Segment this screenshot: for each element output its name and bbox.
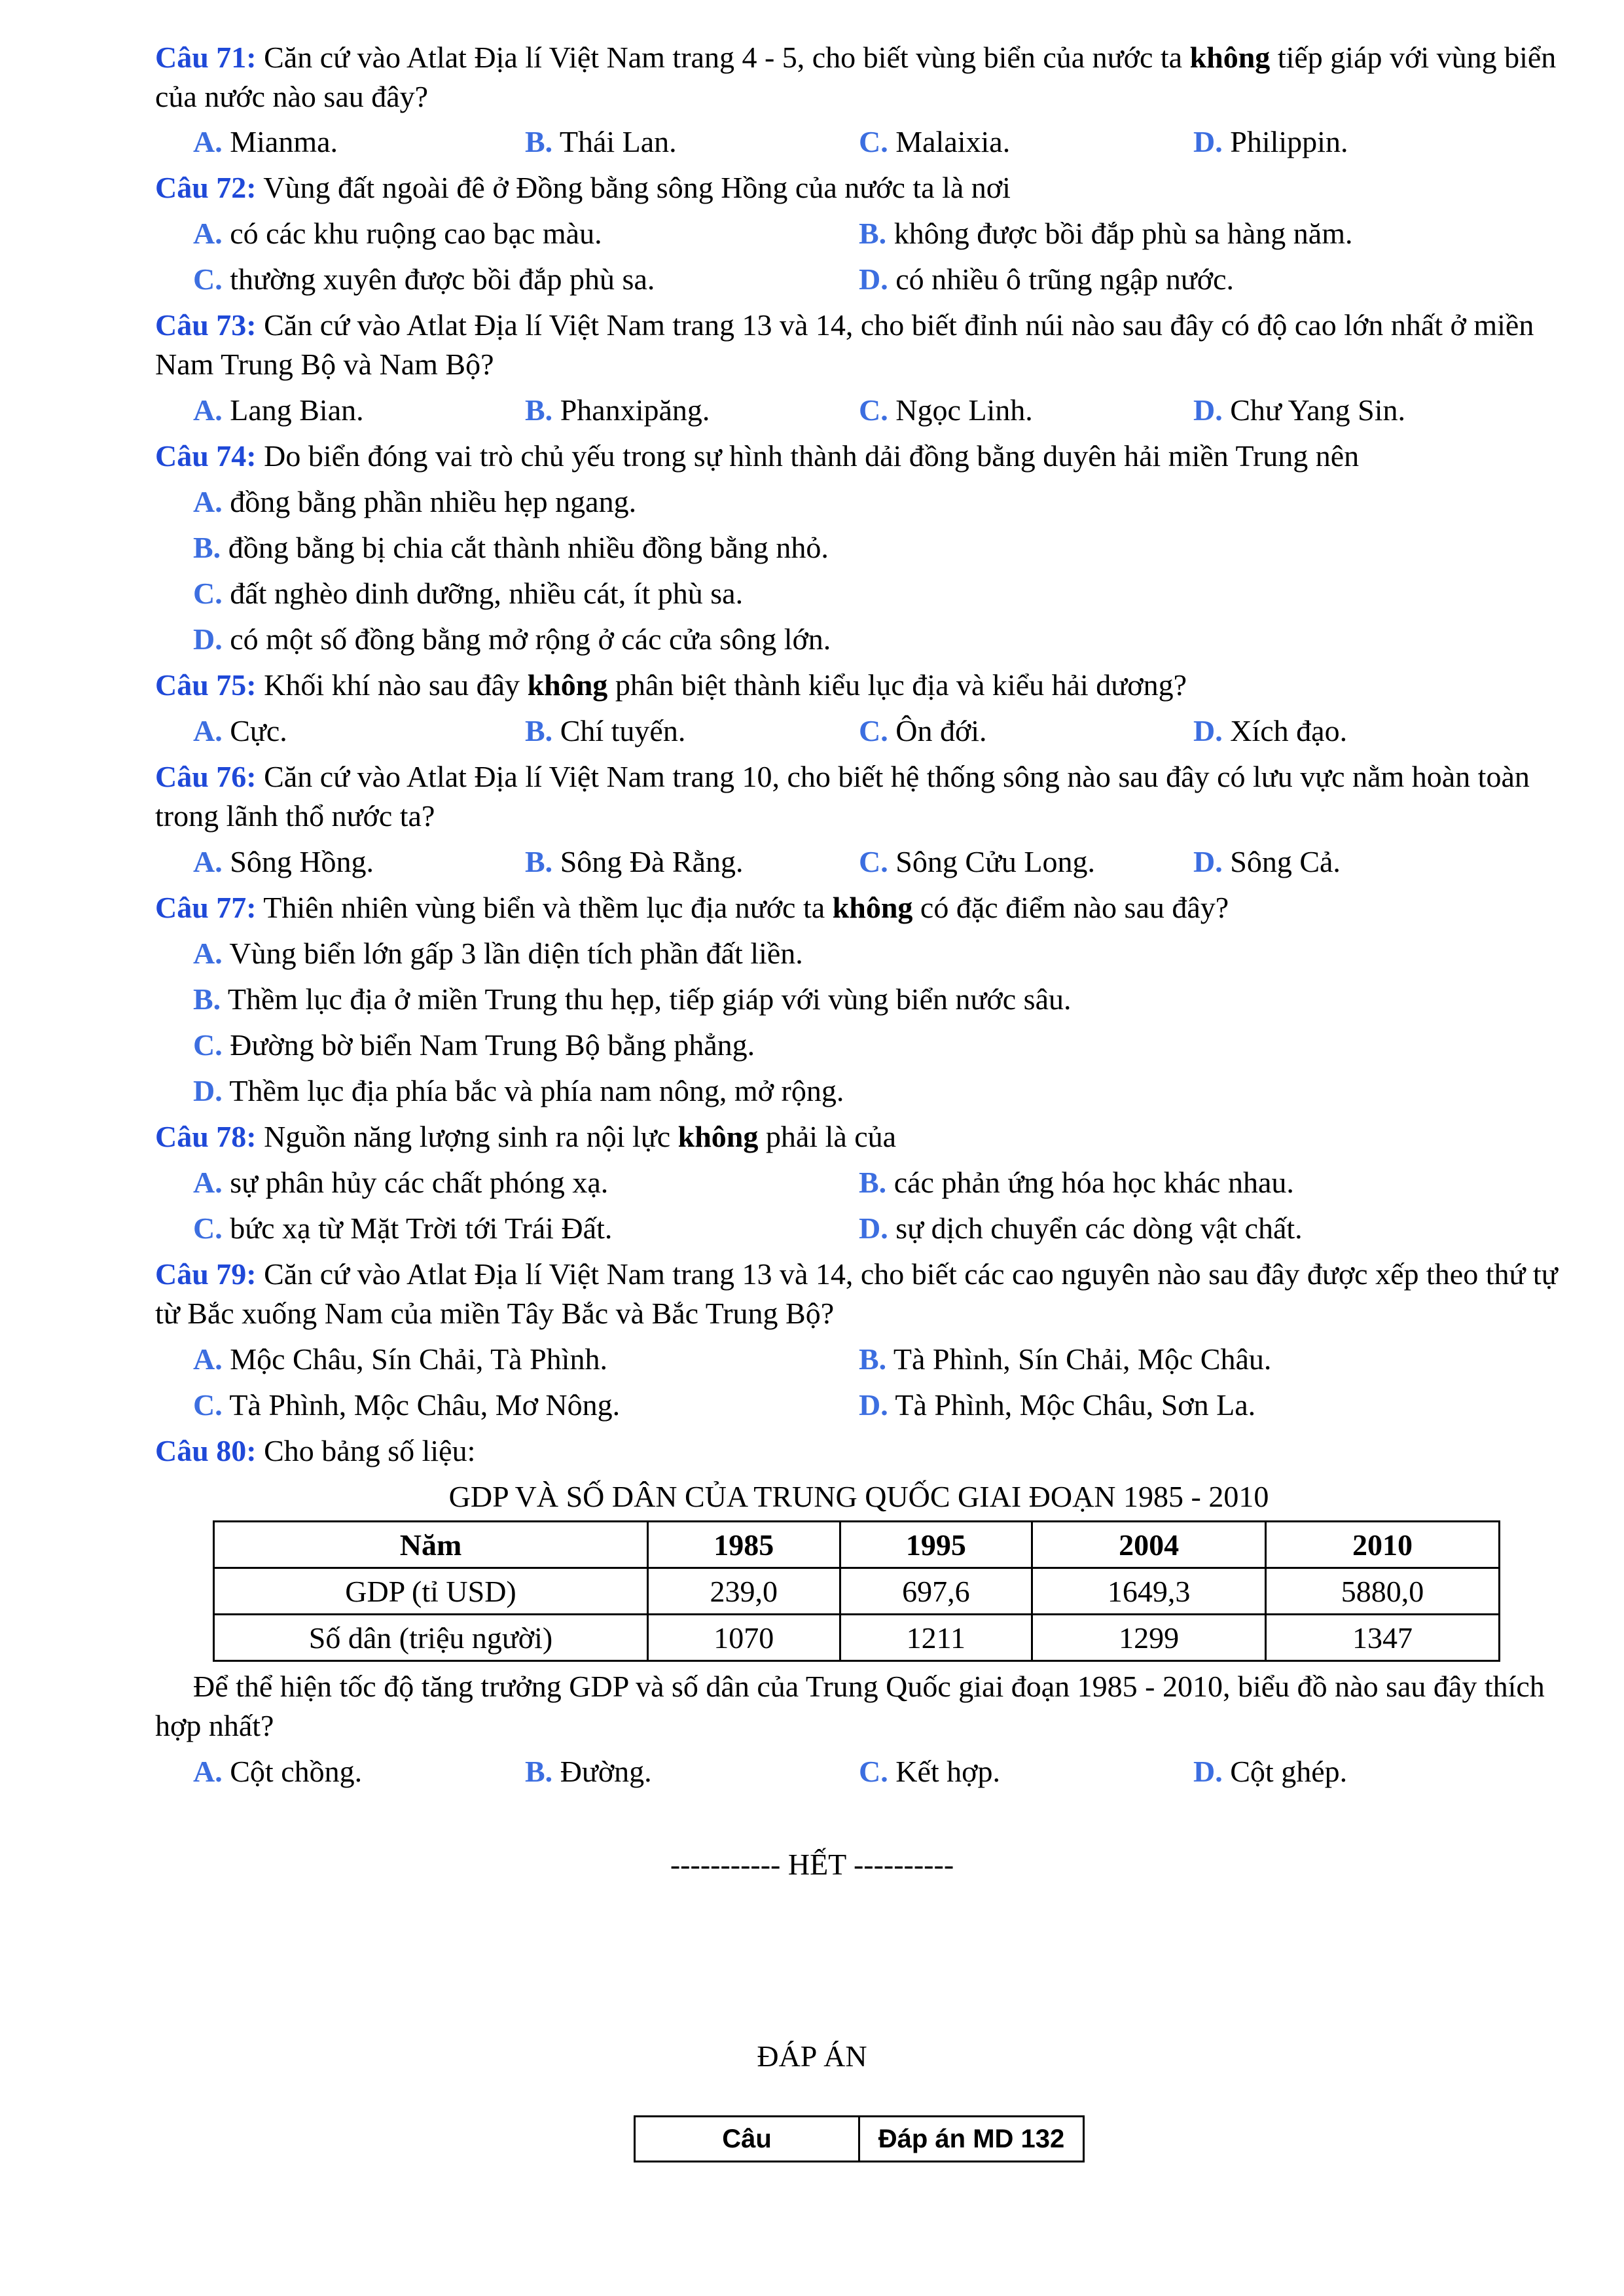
question-label: Câu 71: bbox=[155, 41, 257, 74]
question-text: Vùng đất ngoài đê ở Đồng bằng sông Hồng của nước ta là nơi bbox=[256, 171, 1011, 204]
question-text: Cho bảng số liệu: bbox=[256, 1434, 476, 1467]
answer-header-cell: Câu bbox=[635, 2117, 859, 2162]
option-b: B. không được bồi đắp phù sa hàng năm. bbox=[859, 217, 1353, 250]
data-table bbox=[213, 1520, 1500, 1662]
question-78 bbox=[155, 1117, 1562, 1157]
question-text: tiếp giáp với vùng biển của nước nào sau đây? bbox=[155, 41, 1557, 113]
option-d: D. Chư Yang Sin. bbox=[1193, 393, 1406, 427]
option-a: A. đồng bằng phần nhiều hẹp ngang. bbox=[193, 485, 637, 518]
header-cell: 2010 bbox=[1266, 1522, 1500, 1568]
answer-header-row bbox=[635, 2117, 1084, 2162]
answer-table bbox=[634, 2115, 1085, 2162]
option-d: D. Xích đạo. bbox=[1193, 714, 1348, 747]
option-a: A. Mianma. bbox=[193, 125, 338, 158]
option-d: D. Tà Phình, Mộc Châu, Sơn La. bbox=[859, 1388, 1256, 1422]
question-label: Câu 75: bbox=[155, 668, 257, 702]
option-c: C. Tà Phình, Mộc Châu, Mơ Nông. bbox=[193, 1388, 621, 1422]
option-b: B. đồng bằng bị chia cắt thành nhiều đồng bằng nhỏ. bbox=[193, 531, 829, 564]
table-cell: 1211 bbox=[840, 1615, 1032, 1661]
question-label: Câu 76: bbox=[155, 760, 257, 793]
emphasis-text: không bbox=[527, 668, 608, 702]
option-a: A. Cột chồng. bbox=[193, 1755, 363, 1788]
option-c: C. Đường bờ biển Nam Trung Bộ bằng phẳng. bbox=[193, 1028, 755, 1062]
question-73 bbox=[155, 306, 1562, 384]
emphasis-text: không bbox=[832, 891, 913, 924]
option-c: C. bức xạ từ Mặt Trời tới Trái Đất. bbox=[193, 1211, 613, 1245]
option-b: B. Phanxipăng. bbox=[525, 393, 710, 427]
option-b: B. các phản ứng hóa học khác nhau. bbox=[859, 1166, 1294, 1199]
question-label: Câu 72: bbox=[155, 171, 257, 204]
question-80 bbox=[155, 1431, 1562, 1471]
question-72 bbox=[155, 168, 1562, 207]
option-c: C. Malaixia. bbox=[859, 125, 1011, 158]
question-text: Để thể hiện tốc độ tăng trưởng GDP và số dân của Trung Quốc giai đoạn 1985 - 2010, biểu đồ nào sau đây thích hợp nhất? bbox=[155, 1670, 1545, 1742]
option-d: D. Cột ghép. bbox=[1193, 1755, 1348, 1788]
option-b: B. Thềm lục địa ở miền Trung thu hẹp, tiếp giáp với vùng biển nước sâu. bbox=[193, 982, 1072, 1016]
question-77 bbox=[155, 888, 1562, 927]
question-label: Câu 74: bbox=[155, 439, 257, 473]
header-cell: 1985 bbox=[648, 1522, 840, 1568]
table-cell: GDP (tỉ USD) bbox=[214, 1568, 648, 1615]
option-a: A. có các khu ruộng cao bạc màu. bbox=[193, 217, 602, 250]
question-71 bbox=[155, 38, 1562, 117]
question-label: Câu 79: bbox=[155, 1257, 257, 1291]
option-a: A. sự phân hủy các chất phóng xạ. bbox=[193, 1166, 609, 1199]
option-a: A. Cực. bbox=[193, 714, 287, 747]
question-text: Căn cứ vào Atlat Địa lí Việt Nam trang 10, cho biết hệ thống sông nào sau đây có lưu vực nằm hoàn toàn trong lãnh thổ nước ta? bbox=[155, 760, 1530, 833]
option-b: B. Chí tuyến. bbox=[525, 714, 686, 747]
table-cell: 1070 bbox=[648, 1615, 840, 1661]
table-cell: 239,0 bbox=[648, 1568, 840, 1615]
table-cell: Số dân (triệu người) bbox=[214, 1615, 648, 1661]
option-c: C. Sông Cửu Long. bbox=[859, 845, 1096, 878]
option-b: B. Sông Đà Rằng. bbox=[525, 845, 744, 878]
option-a: A. Lang Bian. bbox=[193, 393, 364, 427]
table-cell: 697,6 bbox=[840, 1568, 1032, 1615]
option-d: D. Sông Cả. bbox=[1193, 845, 1341, 878]
option-c: C. Ngọc Linh. bbox=[859, 393, 1033, 427]
question-text: Thiên nhiên vùng biển và thềm lục địa nước ta bbox=[256, 891, 833, 924]
table-cell: 1299 bbox=[1032, 1615, 1266, 1661]
question-text: Khối khí nào sau đây bbox=[256, 668, 528, 702]
header-cell: 2004 bbox=[1032, 1522, 1266, 1568]
option-d: D. Philippin. bbox=[1193, 125, 1348, 158]
question-text: Căn cứ vào Atlat Địa lí Việt Nam trang 13 và 14, cho biết đỉnh núi nào sau đây có độ cao lớn nhất ở miền Nam Trung Bộ và Nam Bộ? bbox=[155, 308, 1534, 381]
option-c: C. Ôn đới. bbox=[859, 714, 987, 747]
table-row bbox=[214, 1615, 1500, 1661]
question-label: Câu 80: bbox=[155, 1434, 257, 1467]
question-75 bbox=[155, 666, 1562, 705]
option-c: C. Kết hợp. bbox=[859, 1755, 1000, 1788]
option-c: C. thường xuyên được bồi đắp phù sa. bbox=[193, 262, 655, 296]
option-b: B. Đường. bbox=[525, 1755, 652, 1788]
table-cell: 5880,0 bbox=[1266, 1568, 1500, 1615]
option-d: D. có một số đồng bằng mở rộng ở các cửa sông lớn. bbox=[193, 622, 831, 656]
question-76 bbox=[155, 757, 1562, 836]
answer-title: ĐÁP ÁN bbox=[757, 2039, 867, 2073]
question-text: Do biển đóng vai trò chủ yếu trong sự hình thành dải đồng bằng duyên hải miền Trung nên bbox=[256, 439, 1360, 473]
question-74 bbox=[155, 437, 1562, 476]
option-c: C. đất nghèo dinh dưỡng, nhiều cát, ít phù sa. bbox=[193, 577, 744, 610]
question-text: phải là của bbox=[758, 1120, 897, 1153]
table-cell: 1649,3 bbox=[1032, 1568, 1266, 1615]
option-a: A. Vùng biển lớn gấp 3 lần diện tích phần đất liền. bbox=[193, 937, 803, 970]
emphasis-text: không bbox=[1189, 41, 1271, 74]
question-label: Câu 78: bbox=[155, 1120, 257, 1153]
option-d: D. có nhiều ô trũng ngập nước. bbox=[859, 262, 1235, 296]
end-marker: ----------- HẾT ---------- bbox=[670, 1848, 954, 1881]
table-cell: 1347 bbox=[1266, 1615, 1500, 1661]
option-a: A. Mộc Châu, Sín Chải, Tà Phình. bbox=[193, 1342, 607, 1376]
emphasis-text: không bbox=[677, 1120, 759, 1153]
option-d: D. Thềm lục địa phía bắc và phía nam nông, mở rộng. bbox=[193, 1074, 844, 1107]
option-b: B. Tà Phình, Sín Chải, Mộc Châu. bbox=[859, 1342, 1272, 1376]
question-text: Căn cứ vào Atlat Địa lí Việt Nam trang 4 - 5, cho biết vùng biển của nước ta bbox=[256, 41, 1190, 74]
question-text: Căn cứ vào Atlat Địa lí Việt Nam trang 13 và 14, cho biết các cao nguyên nào sau đây được xếp theo thứ tự từ Bắc xuống Nam của miền Tây Bắc và Bắc Trung Bộ? bbox=[155, 1257, 1558, 1330]
table-title: GDP VÀ SỐ DÂN CỦA TRUNG QUỐC GIAI ĐOẠN 1985 - 2010 bbox=[448, 1480, 1269, 1513]
question-text: có đặc điểm nào sau đây? bbox=[912, 891, 1229, 924]
option-b: B. Thái Lan. bbox=[525, 125, 677, 158]
option-d: D. sự dịch chuyển các dòng vật chất. bbox=[859, 1211, 1303, 1245]
question-text: phân biệt thành kiểu lục địa và kiểu hải dương? bbox=[607, 668, 1187, 702]
option-a: A. Sông Hồng. bbox=[193, 845, 374, 878]
question-79 bbox=[155, 1255, 1562, 1333]
answer-header-cell: Đáp án MD 132 bbox=[859, 2117, 1084, 2162]
table-row bbox=[214, 1568, 1500, 1615]
header-cell: 1995 bbox=[840, 1522, 1032, 1568]
table-header-row bbox=[214, 1522, 1500, 1568]
question-text: Nguồn năng lượng sinh ra nội lực bbox=[256, 1120, 678, 1153]
question-label: Câu 73: bbox=[155, 308, 257, 342]
question-label: Câu 77: bbox=[155, 891, 257, 924]
header-cell: Năm bbox=[214, 1522, 648, 1568]
